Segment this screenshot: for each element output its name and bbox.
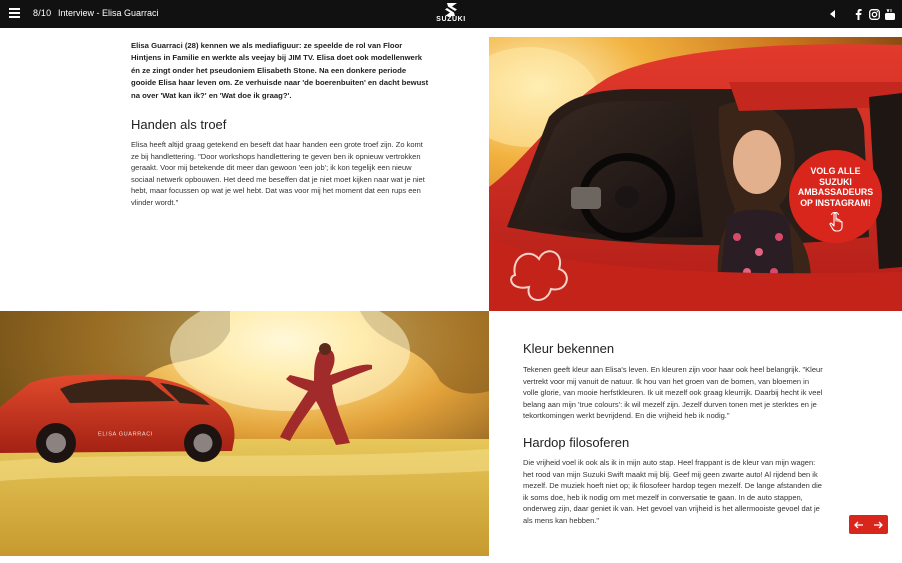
section-heading-hardop: Hardop filosoferen [523, 435, 630, 450]
badge-line-1: VOLG ALLE [810, 166, 861, 176]
section-body-handen: Elisa heeft altijd graag getekend en beseft dat haar handen een grote troef zijn. Zo komt ze bij handlettering. "Door workshops handlettering te geven ben ik opnieuw vertrokken geraakt. Voor mij betekende dit meer dan gewoon 'een job'; ik kon tegelijk een nieuw sociaal netwerk opbouwen. Het deed me beseffen dat je niet moet kijken naar wat je niet hebt, maar focussen op wat je wel hebt. Dat was voor mij het moment dat een rups een vlinder wordt." [131, 140, 425, 207]
facebook-icon[interactable] [852, 8, 864, 20]
car-decal-text: ELISA GUARRACI [98, 431, 154, 438]
hand-tap-icon [828, 212, 844, 232]
badge-line-4: OP INSTAGRAM! [800, 197, 871, 208]
photo-car-in-field [0, 311, 489, 556]
brand-wordmark: SUZUKI [436, 16, 466, 23]
youtube-icon[interactable] [884, 8, 896, 20]
suzuki-logo[interactable] [433, 3, 469, 25]
prev-page-button[interactable] [849, 515, 869, 534]
intro-paragraph: Elisa Guarraci (28) kennen we als mediafiguur: ze speelde de rol van Floor Hintjens in Familie en werkte als veejay bij JIM TV. Elisa doet ook modellenwerk én ze zingt onder het pseudoniem Elisabeth Stone. Na een donkere periode gooide Elisa haar leven om. Ze verhuisde naar 'de boerenbuiten' en dacht bewust na over 'Wat kan ik?' en 'Wat doe ik graag?'. [131, 41, 429, 100]
section-heading-handen: Handen als troef [131, 117, 227, 132]
badge-line-3: AMBASSADEURS [797, 187, 874, 197]
page-counter: 8/10 [33, 8, 52, 18]
top-bar [0, 0, 902, 28]
arrow-right-icon [873, 521, 883, 529]
suzuki-s-icon [444, 3, 458, 16]
page-nav-buttons [849, 515, 888, 534]
hamburger-menu-icon[interactable] [9, 8, 20, 20]
section-heading-kleur: Kleur bekennen [523, 341, 615, 356]
page-title: Interview - Elisa Guarraci [58, 8, 159, 18]
instagram-ambassadors-badge[interactable] [789, 150, 882, 243]
section-body-kleur: Tekenen geeft kleur aan Elisa's leven. En kleuren zijn voor haar ook heel belangrijk. "Kleur vertrekt voor mij vanuit de natuur. Ik hou van het groen van de bomen, van bloemen in volle glorie, van mooie herfstkleuren. Ik uit mezelf ook graag kleurrijk. Daarbij hecht ik veel belang aan mijn 'true colours': ik wil mezelf zijn. Jezelf durven tonen met je sterktes en je tekortkomingen werkt bevrijdend. En die vrijheid heb ik nodig." [523, 365, 823, 421]
badge-line-2: SUZUKI [819, 176, 852, 187]
instagram-icon[interactable] [868, 8, 880, 20]
speaker-icon[interactable] [827, 8, 839, 20]
arrow-left-icon [854, 521, 864, 529]
next-page-button[interactable] [869, 515, 889, 534]
section-body-hardop: Die vrijheid voel ik ook als ik in mijn auto stap. Heel frappant is de kleur van mijn wagen: het rood van mijn Suzuki Swift maakt mij blij. Geef mij geen zwarte auto! Al rijdend ben ik mezelf. De muziek hoeft niet op; ik filosofeer hardop tegen mezelf. De lange afstanden die ik soms doe, heb ik nodig om met mezelf in conversatie te gaan. In de auto stappen, onderweg zijn, daar geniet ik van. Het gevoel van vrijheid is het allermooiste gevoel dat je als mens kan hebben." [523, 458, 822, 525]
